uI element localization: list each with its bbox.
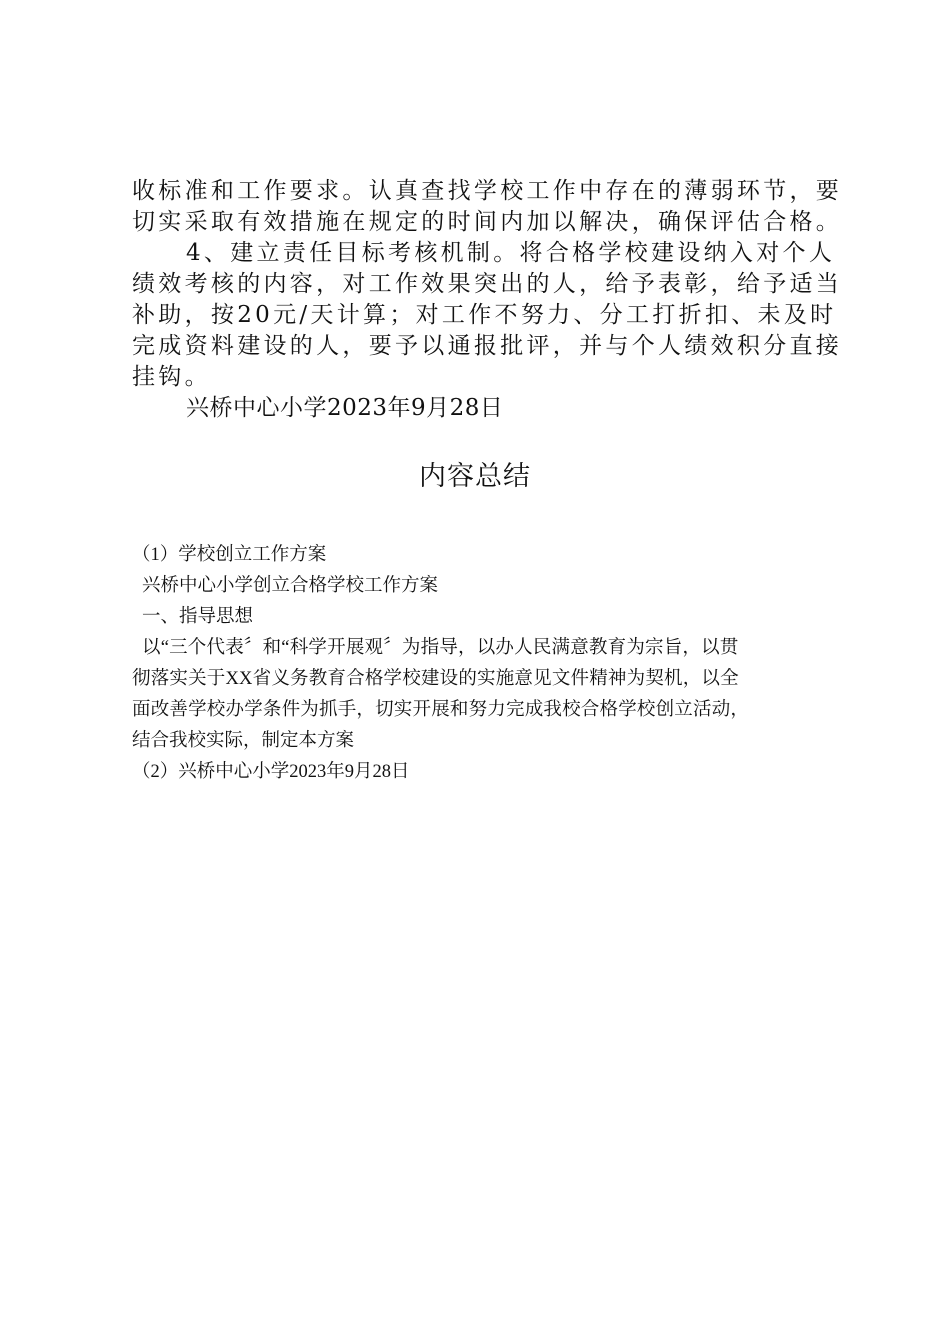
summary-paragraph-line: 面改善学校办学条件为抓手，切实开展和努力完成我校合格学校创立活动， [132,700,750,720]
summary-paragraph-line: 以“三个代表〞和“科学开展观〞为指导，以办人民满意教育为宗旨，以贯 [142,638,739,658]
body-line-numbered-item: 4、建立责任目标考核机制。将合格学校建设纳入对个人 [186,240,836,266]
body-line: 收标准和工作要求。认真查找学校工作中存在的薄弱环节，要 [132,178,843,204]
section-heading: 一、指导思想 [142,607,254,627]
body-line: 挂钩。 [132,364,211,390]
body-text [132,176,843,424]
body-line: 补助，按20元/天计算；对工作不努力、分工打折扣、未及时 [132,302,837,328]
body-line: 绩效考核的内容，对工作效果突出的人，给予表彰，给予适当 [132,271,843,297]
plan-title: 兴桥中心小学创立合格学校工作方案 [142,576,439,596]
body-line: 完成资料建设的人，要予以通报批评，并与个人绩效积分直接 [132,333,843,359]
body-line: 切实采取有效措施在规定的时间内加以解决，确保评估合格。 [132,209,843,235]
summary-item-2: （2）兴桥中心小学2023年9月28日 [132,762,410,782]
summary-section [132,540,822,788]
summary-paragraph-line: 彻落实关于XX省义务教育合格学校建设的实施意见文件精神为契机，以全 [132,669,739,689]
summary-item-1: （1）学校创立工作方案 [132,545,327,565]
summary-title: 内容总结 [419,461,531,492]
signature-date: 兴桥中心小学2023年9月28日 [186,395,504,421]
summary-paragraph-line: 结合我校实际，制定本方案 [132,731,355,751]
